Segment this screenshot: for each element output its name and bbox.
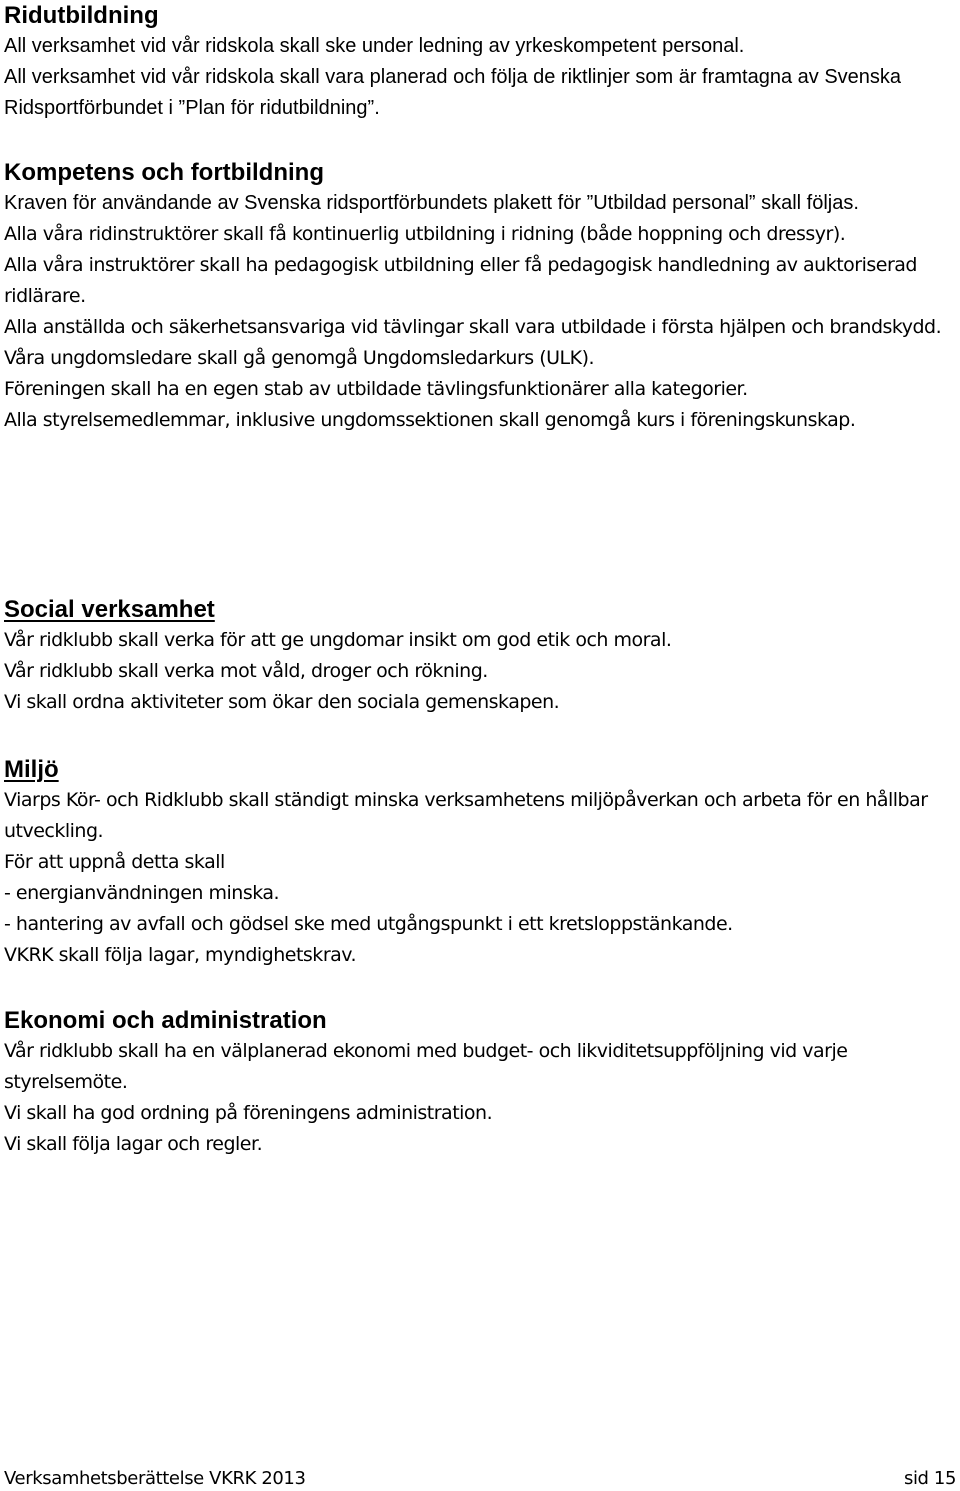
section-social-verksamhet <box>4 594 954 718</box>
paragraph: Vi skall ha god ordning på föreningens administration. <box>4 1102 493 1124</box>
paragraph: All verksamhet vid vår ridskola skall ske under ledning av yrkeskompetent personal. <box>4 35 745 57</box>
section-heading: Miljö <box>4 756 59 783</box>
section-heading: Ridutbildning <box>4 2 159 29</box>
paragraph: Alla anställda och säkerhetsansvariga vid tävlingar skall vara utbildade i första hjälpen och brandskydd. <box>4 316 942 338</box>
paragraph: Vi skall ordna aktiviteter som ökar den sociala gemenskapen. <box>4 691 560 713</box>
footer-document-title: Verksamhetsberättelse VKRK 2013 <box>4 1468 306 1489</box>
footer-page-number: sid 15 <box>903 1468 956 1489</box>
paragraph: Vår ridklubb skall verka mot våld, droger och rökning. <box>4 660 488 682</box>
paragraph: Alla våra ridinstruktörer skall få kontinuerlig utbildning i ridning (både hoppning och dressyr). <box>4 223 846 245</box>
paragraph: För att uppnå detta skall <box>4 851 225 873</box>
paragraph: All verksamhet vid vår ridskola skall vara planerad och följa de riktlinjer som är framtagna av Svenska Ridsportförbundet i ”Plan för ridutbildning”. <box>4 66 902 119</box>
paragraph: VKRK skall följa lagar, myndighetskrav. <box>4 944 357 966</box>
section-kompetens <box>4 157 954 436</box>
paragraph: - hantering av avfall och gödsel ske med utgångspunkt i ett kretsloppstänkande. <box>4 913 733 935</box>
section-ridutbildning <box>4 0 954 124</box>
section-miljo <box>4 754 954 971</box>
paragraph: Våra ungdomsledare skall gå genomgå Ungdomsledarkurs (ULK). <box>4 347 595 369</box>
paragraph: Alla våra instruktörer skall ha pedagogisk utbildning eller få pedagogisk handledning av auktoriserad ridlärare. <box>4 254 917 307</box>
paragraph: Vi skall följa lagar och regler. <box>4 1133 263 1155</box>
paragraph: Alla styrelsemedlemmar, inklusive ungdomssektionen skall genomgå kurs i föreningskunskap. <box>4 409 856 431</box>
section-ekonomi <box>4 1005 954 1160</box>
paragraph: Kraven för användande av Svenska ridsportförbundets plakett för ”Utbildad personal” skall följas. <box>4 192 859 214</box>
section-heading: Social verksamhet <box>4 596 215 623</box>
paragraph: Viarps Kör- och Ridklubb skall ständigt minska verksamhetens miljöpåverkan och arbeta för en hållbar utveckling. <box>4 789 928 842</box>
paragraph: - energianvändningen minska. <box>4 882 280 904</box>
section-heading: Kompetens och fortbildning <box>4 159 324 186</box>
paragraph: Vår ridklubb skall ha en välplanerad ekonomi med budget- och likviditetsuppföljning vid varje styrelsemöte. <box>4 1040 848 1093</box>
section-heading: Ekonomi och administration <box>4 1007 327 1034</box>
paragraph: Föreningen skall ha en egen stab av utbildade tävlingsfunktionärer alla kategorier. <box>4 378 748 400</box>
paragraph: Vår ridklubb skall verka för att ge ungdomar insikt om god etik och moral. <box>4 629 672 651</box>
